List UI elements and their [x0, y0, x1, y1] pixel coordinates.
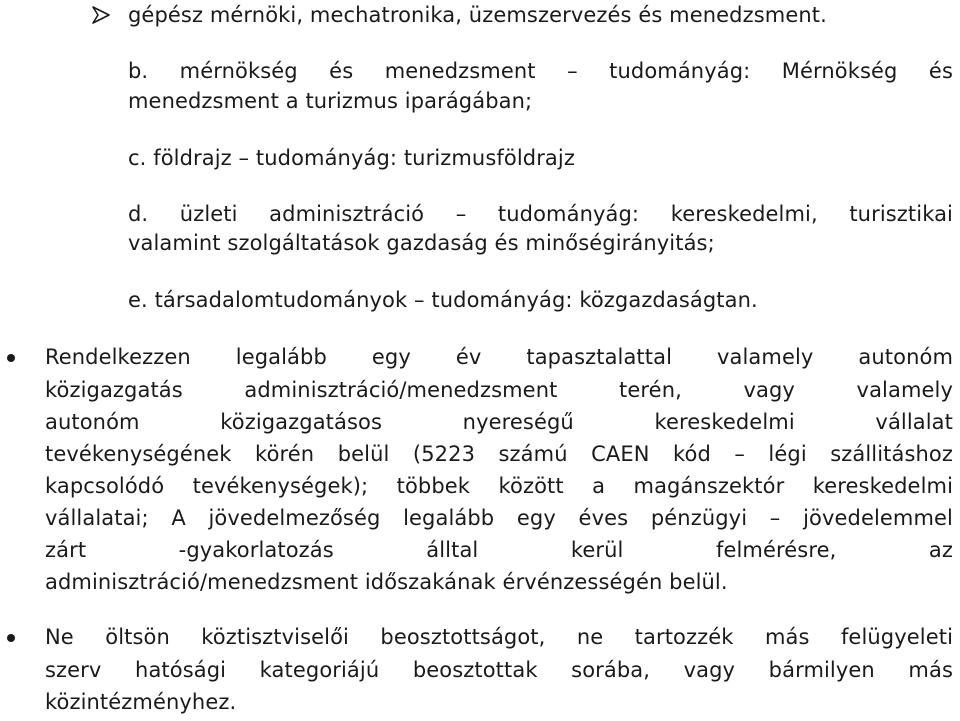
- bullet-1-line-2: közigazgatás adminisztráció/menedzsment terén, vagy valamely: [45, 378, 953, 402]
- sub-item-d-line-2: valamint szolgáltatások gazdaság és minőségirányitás;: [128, 231, 715, 255]
- bullet-1-line-4: tevékenységének körén belül (5223 számú CAEN kód – légi szállitáshoz: [45, 442, 953, 466]
- bullet-1-line-8: adminisztráció/menedzsment időszakának érvénzességén belül.: [45, 570, 728, 594]
- sub-item-b-line-2: menedzsment a turizmus iparágában;: [128, 89, 533, 113]
- bullet-1-line-7: zárt -gyakorlatozás álltal kerül felmérésre, az: [45, 538, 953, 562]
- arrow-bullet-icon: [90, 4, 112, 26]
- bullet-1-line-3: autonóm közigazgatásos nyereségű kereskedelmi vállalat: [45, 410, 953, 434]
- top-item-text: gépész mérnöki, mechatronika, üzemszervezés és menedzsment.: [128, 3, 827, 27]
- sub-item-c: c. földrajz – tudományág: turizmusföldrajz: [128, 146, 575, 170]
- bullet-2-line-3: közintézményhez.: [45, 690, 237, 714]
- bullet-2-line-1: Ne öltsön köztisztviselői beosztottságot, ne tartozzék más felügyeleti: [45, 625, 953, 649]
- bullet-1-line-1: Rendelkezzen legalább egy év tapasztalattal valamely autonóm: [45, 345, 953, 369]
- bullet-1-line-6: vállalatai; A jövedelmezőség legalább egy éves pénzügyi – jövedelemmel: [45, 506, 953, 530]
- round-bullet-icon: [7, 354, 15, 362]
- bullet-1-line-5: kapcsolódó tevékenységek); többek között a magánszektór kereskedelmi: [45, 474, 953, 498]
- bullet-2-line-2: szerv hatósági kategoriájú beosztottak sorába, vagy bármilyen más: [45, 658, 953, 682]
- sub-item-b-line-1: b. mérnökség és menedzsment – tudományág: Mérnökség és: [128, 59, 953, 83]
- round-bullet-icon: [7, 634, 15, 642]
- sub-item-d-line-1: d. üzleti adminisztráció – tudományág: kereskedelmi, turisztikai: [128, 202, 953, 226]
- sub-item-e: e. társadalomtudományok – tudományág: közgazdaságtan.: [128, 288, 758, 312]
